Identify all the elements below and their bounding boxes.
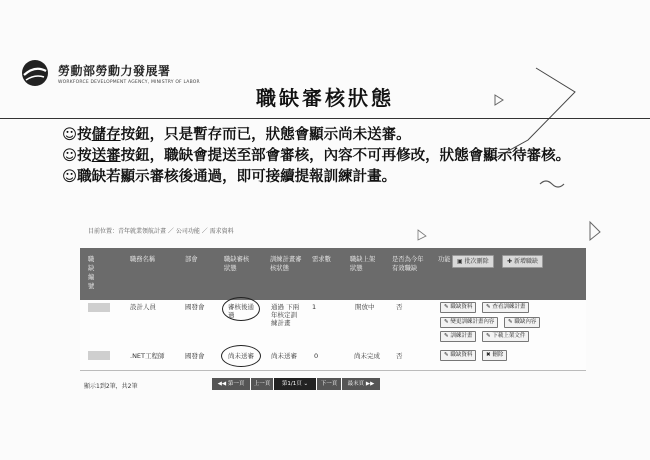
page-select[interactable]: 第1/1頁 ⌄ <box>274 378 316 390</box>
table-header <box>80 248 586 300</box>
smiley-icon: ☺ <box>62 127 78 143</box>
col-function: 功能 <box>438 256 451 263</box>
dept: 國發會 <box>185 352 205 360</box>
dept: 國發會 <box>185 303 205 311</box>
plan-review-status: 尚未送審 <box>271 352 297 360</box>
training-plan-button[interactable]: ✎ 訓練計畫 <box>440 331 476 342</box>
change-plan-button[interactable]: ✎ 變更訓練計畫內容 <box>440 317 498 328</box>
col-job-name: 職務名稱 <box>130 256 156 263</box>
listing-status: 開放中 <box>355 303 375 311</box>
job-name: .NET工程師 <box>130 352 165 360</box>
job-content-button[interactable]: ✎ 職缺內容 <box>504 317 540 328</box>
delete-button[interactable]: ✖ 刪除 <box>482 350 507 361</box>
org-name: 勞動部勞動力發展署 <box>58 64 171 78</box>
table-row <box>80 344 586 371</box>
instruction-2: ☺按送審按鈕，職缺會提送至部會審核，內容不可再修改，狀態會顯示待審核。 <box>62 148 571 164</box>
col-openings: 需求數 <box>312 256 331 263</box>
col-review-status: 職缺審核狀態 <box>224 256 250 272</box>
download-doc-button[interactable]: ✎ 下載上架文件 <box>482 331 529 342</box>
view-plan-button[interactable]: ✎ 查看訓練計畫 <box>482 302 529 313</box>
instruction-1: ☺按儲存按鈕，只是暫存而已，狀態會顯示尚未送審。 <box>62 127 411 143</box>
instruction-list <box>62 125 622 188</box>
next-page-button[interactable]: 下一頁 <box>317 378 341 390</box>
job-id-redacted <box>88 351 110 360</box>
prev-page-button[interactable]: 上一頁 <box>251 378 273 390</box>
smiley-icon: ☺ <box>62 169 78 185</box>
job-data-button[interactable]: ✎ 職缺資料 <box>440 350 476 361</box>
job-data-button[interactable]: ✎ 職缺資料 <box>440 302 476 313</box>
col-valid: 是否為今年有效職缺 <box>392 256 424 272</box>
review-status: 審核後通過 <box>228 303 254 319</box>
openings: 0 <box>314 352 319 360</box>
review-status: 尚未送審 <box>228 352 254 360</box>
record-count: 顯示1到2筆，共2筆 <box>84 383 138 390</box>
annotation-circle <box>222 297 260 321</box>
valid-flag: 否 <box>396 352 403 360</box>
batch-delete-button[interactable]: ▣ 批次刪除 <box>452 255 494 268</box>
org-english-name: WORKFORCE DEVELOPMENT AGENCY, MINISTRY OF LABOR <box>58 80 200 85</box>
smiley-icon: ☺ <box>62 148 78 164</box>
col-plan-review-status: 訓練計畫審核狀態 <box>270 256 302 272</box>
add-job-button[interactable]: ✚ 新增職缺 <box>502 255 543 268</box>
col-dept: 部會 <box>185 256 198 263</box>
col-listing-status: 職缺上架狀態 <box>350 256 376 272</box>
table-row <box>80 300 586 345</box>
job-id-redacted <box>88 303 110 312</box>
annotation-circle <box>221 345 261 367</box>
job-name: 設計人員 <box>130 303 156 311</box>
valid-flag: 否 <box>396 303 403 311</box>
listing-status: 尚未完成 <box>354 352 380 360</box>
breadcrumb: 目前位置：青年就業領航計畫 ／ 公司功能 ／ 需求資料 <box>88 228 234 235</box>
title-divider <box>0 118 650 119</box>
first-page-button[interactable]: ◀◀ 第一頁 <box>212 378 250 390</box>
col-id: 職缺編號 <box>88 256 95 290</box>
last-page-button[interactable]: 最末頁 ▶▶ <box>342 378 380 390</box>
page-title: 職缺審核狀態 <box>256 86 394 110</box>
plan-review-status: 通過 下兩年核定訓練計畫 <box>271 303 300 327</box>
instruction-3: ☺職缺若顯示審核後通過，即可接續提報訓練計畫。 <box>62 169 397 185</box>
openings: 1 <box>312 303 317 311</box>
